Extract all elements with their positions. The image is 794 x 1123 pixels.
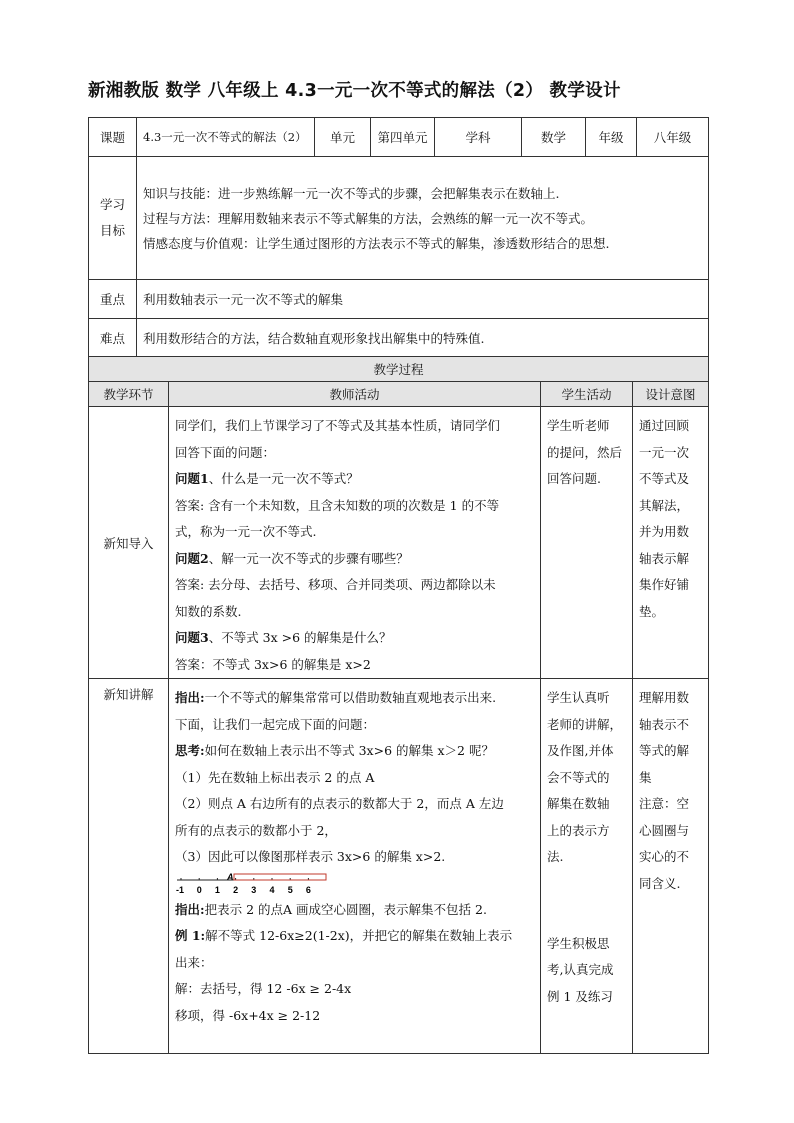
objectives-content [137,157,709,280]
number-line-svg [175,871,345,897]
difficulty-value: 利用数形结合的方法，结合数轴直观形象找出解集中的特殊值. [137,319,709,358]
number-line-figure [175,871,534,897]
difficulty-row [89,319,709,358]
section-intro-row [89,407,709,679]
objective-attitude: 情感态度与价值观：让学生通过图形的方法表示不等式的解集，渗透数形结合的思想. [143,235,610,251]
unit-label: 单元 [315,118,371,157]
process-columns-row [89,382,709,407]
col-intent: 设计意图 [633,382,709,407]
key-point-row [89,280,709,319]
axis-tick-label: 3 [251,884,257,895]
axis-tick-label: 1 [214,884,220,895]
point-a-label: A [227,871,234,882]
grade-value: 八年级 [637,118,709,157]
process-heading-row [89,357,709,382]
axis-tick-label: 6 [305,884,311,895]
section-intro-step: 新知导入 [89,407,169,679]
page-title: 新湘教版 数学 八年级上 4.3一元一次不等式的解法（2） 教学设计 [88,81,621,101]
col-student: 学生活动 [541,382,633,407]
key-point-label: 重点 [89,280,137,319]
section-intro-teacher: 同学们，我们上节课学习了不等式及其基本性质，请同学们 回答下面的问题： 问题1、什么是一元一次不等式？ 答案: 含有一个未知数，且含未知数的项的次数是 1 的不等 式，称为一元一次不等式. 问题2、解一元一次不等式的步骤有哪些？ 答案: 去分母、去括号、移项、合并同类项、两边都除以未 知数的系数. 问题3、不等式 3x >6 的解集是什么？ 答案：不等式 3x>6 的解集是 x>2 [169,407,541,679]
section-explain-step: 新知讲解 [89,679,169,1054]
section-explain-row [89,679,709,1054]
col-teacher: 教师活动 [169,382,541,407]
axis-tick-label: 5 [287,884,293,895]
objective-knowledge: 知识与技能：进一步熟练解一元一次不等式的步骤，会把解集表示在数轴上. [143,185,560,201]
info-row [89,118,709,157]
info-table [88,117,709,358]
col-step: 教学环节 [89,382,169,407]
objectives-label: 学习 目标 [89,157,137,280]
section-intro-intent: 通过回顾 一元一次 不等式及 其解法， 并为用数 轴表示解 集作好铺 垫。 [633,407,709,679]
key-point-value: 利用数轴表示一元一次不等式的解集 [137,280,709,319]
axis-tick-label: -1 [176,884,185,895]
section-explain-teacher: 指出:一个不等式的解集常常可以借助数轴直观地表示出来. 下面，让我们一起完成下面的问题： 思考:如何在数轴上表示出不等式 3x>6 的解集 x＞2 呢？ （1）先在数轴上标出表示 2 的点 A （2）则点 A 右边所有的点表示的数都大于 2，而点 A 左边 所有的点表示的数都小于 2， （3）因此可以像图那样表示 3x>6 的解集 x>2. A -1 0 1 2 3 4 5 6 指出:把表示 2 的点A 画成空心圆圈，表示解集不包括 2. 例 1:解不等式 12-6x≥2(1-2x)，并把它的解集在数轴上表示 出来： 解：去括号，得 12 -6x ≥ 2-4x 移项，得 -6x+4x ≥ 2-12 [169,679,541,1054]
unit-value: 第四单元 [371,118,435,157]
section-explain-student: 学生认真听 老师的讲解， 及作图,并体 会不等式的 解集在数轴 上的表示方 法. 学生积极思 考,认真完成 例 1 及练习 [541,679,633,1054]
subject-label: 学科 [435,118,522,157]
axis-tick-label: 2 [233,884,239,895]
section-intro-student: 学生听老师 的提问，然后 回答问题. [541,407,633,679]
process-heading: 教学过程 [89,357,709,382]
course-label: 课题 [89,118,137,157]
objectives-row [89,157,709,280]
subject-value: 数学 [522,118,586,157]
grade-label: 年级 [586,118,637,157]
course-value: 4.3一元一次不等式的解法（2） [137,118,315,157]
section-explain-intent: 理解用数 轴表示不 等式的解 集 注意：空 心圆圈与 实心的不 同含义. [633,679,709,1054]
axis-tick-label: 4 [269,884,275,895]
axis-tick-label: 0 [196,884,202,895]
difficulty-label: 难点 [89,319,137,358]
solution-range-mark [234,874,326,880]
objective-process: 过程与方法：理解用数轴来表示不等式解集的方法，会熟练的解一元一次不等式。 [143,210,594,226]
process-table [88,356,709,1054]
